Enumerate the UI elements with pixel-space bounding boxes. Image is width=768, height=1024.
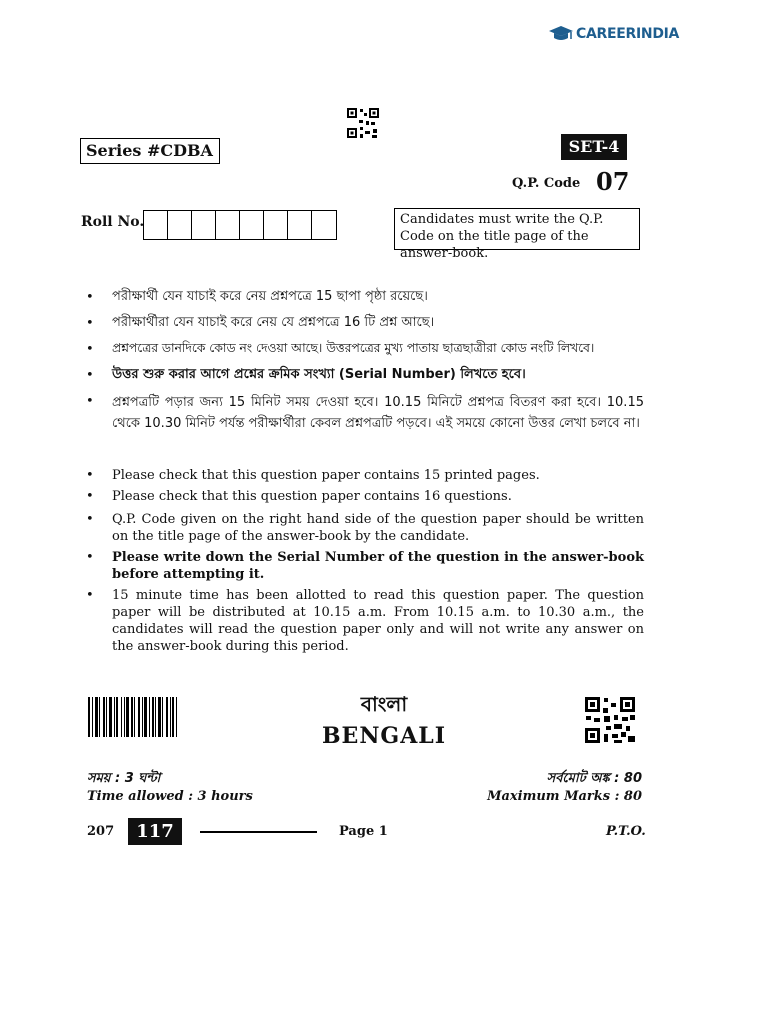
qr-code-top — [346, 107, 380, 143]
paper-code: 207 — [87, 824, 115, 839]
bullet-icon: • — [86, 468, 94, 483]
bullet-icon: • — [86, 342, 94, 357]
careerindia-logo — [548, 24, 679, 44]
logo-text: CAREERINDIA — [576, 26, 680, 42]
roll-no-box[interactable] — [168, 211, 192, 239]
qp-code-label: Q.P. Code — [512, 176, 581, 191]
bullet-icon: • — [86, 550, 94, 565]
bn-instruction-5: প্রশ্নপত্রটি পড়ার জন্য 15 মিনিট সময় দেওয়া হবে। 10.15 মিনিটে প্রশ্নপত্র বিতরণ করা হবে। 10.15 থেকে 10.30 মিনিট পর্যন্ত পরীক্ষার্থীরা কেবল প্রশ্নপত্রটি পড়বে। এই সময়ে কোনো উত্তর লেখা চলবে না। — [112, 395, 644, 431]
time-allowed-bengali: সময় : 3 ঘন্টা — [87, 771, 161, 786]
qr-code-bottom — [584, 696, 636, 748]
page-number: Page 1 — [339, 824, 388, 839]
max-marks-bengali: সর্বমোট অঙ্ক : 80 — [546, 771, 642, 786]
bullet-icon: • — [86, 316, 94, 331]
en-instruction-5: 15 minute time has been allotted to read this question paper. The question paper will be distributed at 10.15 a.m. From 10.15 a.m. to 10.30 a.m., the candidates will read the question paper only and will not write any answer on the answer-book during this period. — [112, 588, 644, 654]
en-instruction-3: Q.P. Code given on the right hand side of the question paper should be written on the title page of the answer-book by the candidate. — [112, 512, 644, 544]
roll-no-box[interactable] — [144, 211, 168, 239]
roll-no-box[interactable] — [192, 211, 216, 239]
roll-no-label: Roll No. — [81, 214, 145, 230]
roll-no-box[interactable] — [288, 211, 312, 239]
bullet-icon: • — [86, 588, 94, 603]
bullet-icon: • — [86, 290, 94, 305]
en-instruction-2: Please check that this question paper contains 16 questions. — [112, 489, 512, 504]
max-marks-english: Maximum Marks : 80 — [487, 789, 642, 804]
subject-code-badge: 117 — [128, 818, 182, 845]
series-label: Series #CDBA — [80, 138, 220, 164]
bullet-icon: • — [86, 394, 94, 409]
bullet-icon: • — [86, 512, 94, 527]
bn-instruction-1: পরীক্ষার্থী যেন যাচাই করে নেয় প্রশ্নপত্রে 15 ছাপা পৃষ্ঠা রয়েছে। — [112, 289, 428, 304]
roll-no-box[interactable] — [264, 211, 288, 239]
subject-title-bengali: বাংলা — [360, 692, 408, 716]
bn-instruction-4: উত্তর শুরু করার আগে প্রশ্নের ক্রমিক সংখ্যা (Serial Number) লিখতে হবে। — [112, 367, 526, 382]
qp-code-value: 07 — [596, 167, 630, 196]
candidate-note: Candidates must write the Q.P. Code on the title page of the answer-book. — [394, 208, 640, 250]
en-instruction-1: Please check that this question paper contains 15 printed pages. — [112, 468, 540, 483]
roll-no-box[interactable] — [312, 211, 336, 239]
roll-no-boxes[interactable] — [143, 210, 337, 240]
roll-no-box[interactable] — [240, 211, 264, 239]
time-allowed-english: Time allowed : 3 hours — [87, 789, 253, 804]
graduation-cap-icon — [548, 24, 574, 44]
bullet-icon: • — [86, 489, 94, 504]
subject-title-english: BENGALI — [321, 723, 447, 749]
pto-label: P.T.O. — [606, 824, 646, 839]
bn-instruction-3: প্রশ্নপত্রের ডানদিকে কোড নং দেওয়া আছে। উত্তরপত্রের মুখ্য পাতায় ছাত্রছাত্রীরা কোড নংটি লিখবে। — [112, 341, 595, 355]
divider-line — [200, 831, 317, 833]
roll-no-box[interactable] — [216, 211, 240, 239]
en-instruction-4: Please write down the Serial Number of the question in the answer-book before attempting it. — [112, 550, 644, 582]
bn-instruction-2: পরীক্ষার্থীরা যেন যাচাই করে নেয় যে প্রশ্নপত্রে 16 টি প্রশ্ন আছে। — [112, 315, 435, 330]
set-badge: SET-4 — [561, 134, 627, 160]
bullet-icon: • — [86, 368, 94, 383]
